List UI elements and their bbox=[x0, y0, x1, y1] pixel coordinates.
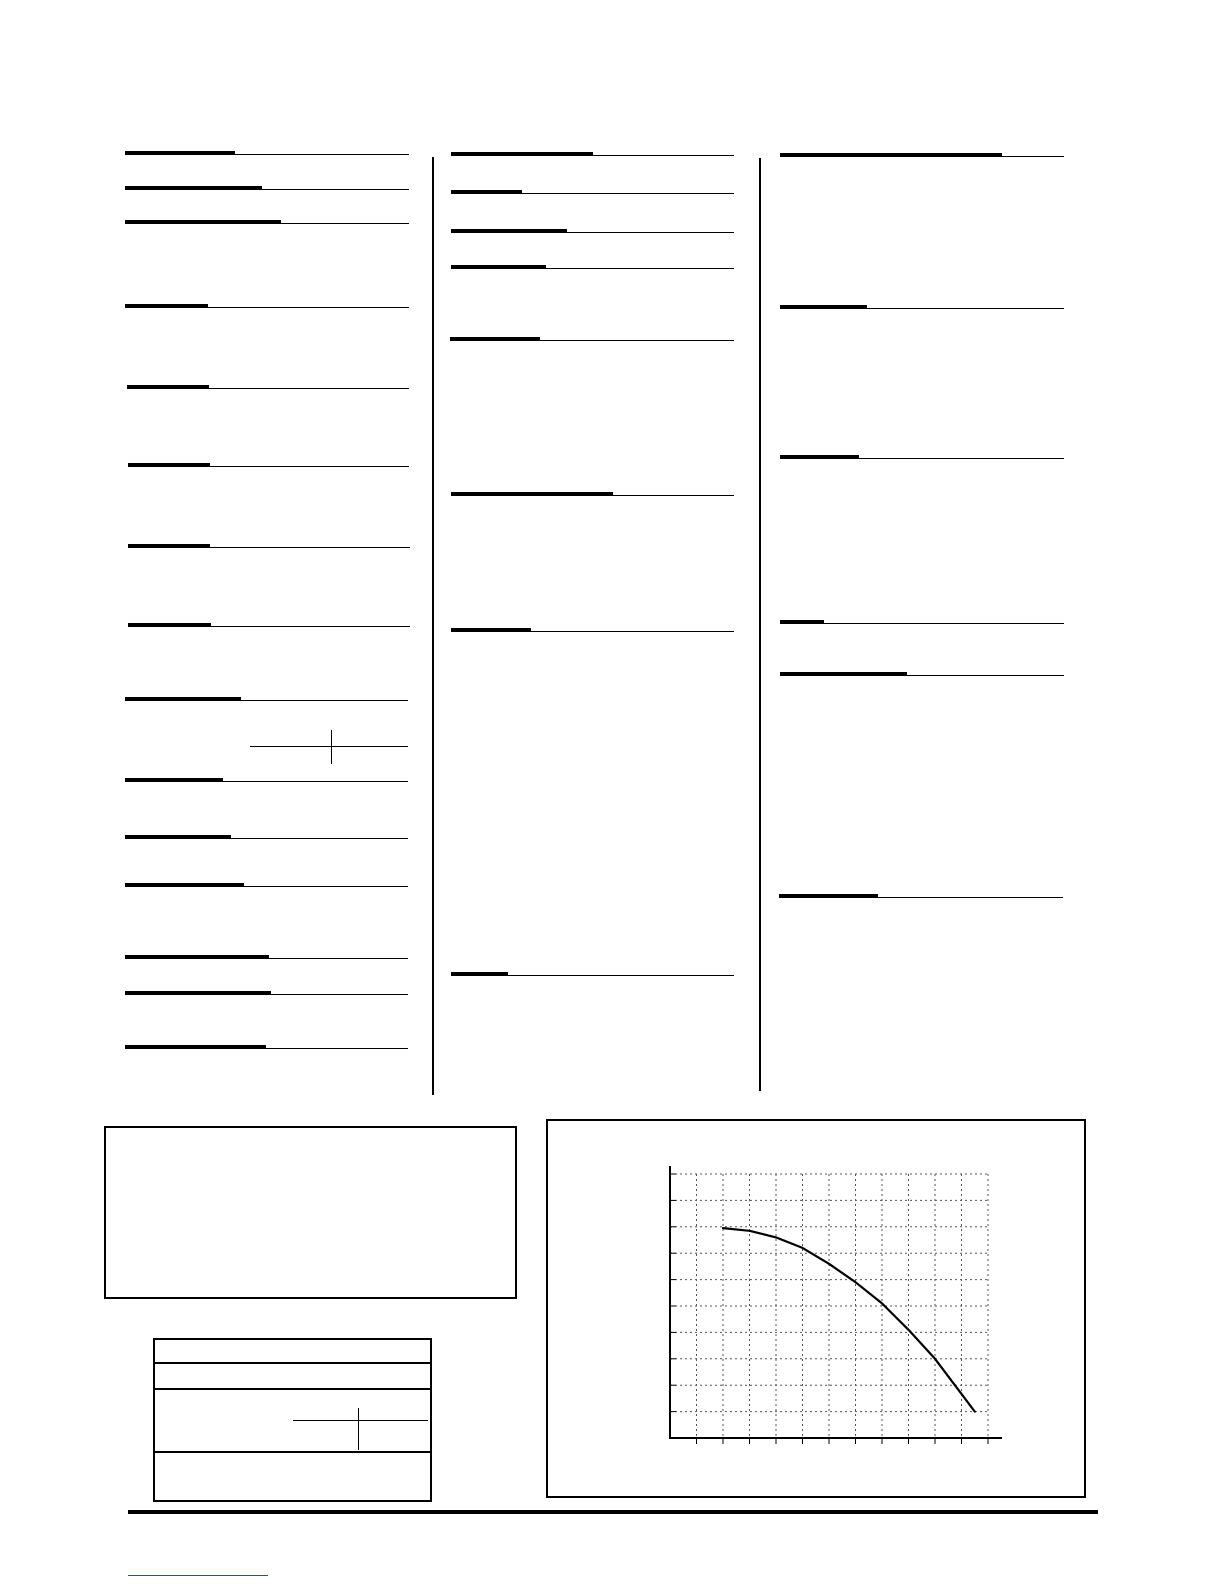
section-rule bbox=[780, 675, 1064, 676]
section-rule bbox=[779, 897, 1063, 898]
section-rule bbox=[451, 193, 734, 194]
section-rule bbox=[451, 495, 734, 496]
signature-tick bbox=[358, 1408, 359, 1450]
spec-table bbox=[153, 1338, 432, 1502]
chart-frame bbox=[546, 1119, 1086, 1498]
section-rule bbox=[451, 155, 734, 156]
section-rule bbox=[125, 154, 409, 155]
column-divider bbox=[432, 157, 434, 1095]
table-row-divider bbox=[155, 1388, 430, 1390]
section-rule bbox=[451, 232, 734, 233]
section-rule bbox=[128, 547, 410, 548]
section-rule bbox=[780, 156, 1064, 157]
signature-tick bbox=[331, 730, 332, 764]
section-rule bbox=[451, 975, 734, 976]
footer-rule bbox=[128, 1510, 1098, 1514]
section-rule bbox=[780, 308, 1064, 309]
section-rule bbox=[780, 458, 1064, 459]
column-divider bbox=[759, 158, 761, 1091]
table-row-divider bbox=[155, 1362, 430, 1364]
section-rule bbox=[125, 1048, 408, 1049]
table-row-divider bbox=[155, 1451, 430, 1453]
section-rule bbox=[451, 268, 734, 269]
note-box bbox=[104, 1126, 517, 1299]
section-rule bbox=[125, 886, 408, 887]
section-rule bbox=[128, 626, 410, 627]
section-rule bbox=[125, 307, 409, 308]
signature-line bbox=[293, 1420, 428, 1421]
signature-line bbox=[250, 746, 408, 747]
section-rule bbox=[125, 838, 408, 839]
section-rule bbox=[125, 223, 409, 224]
performance-chart bbox=[548, 1121, 1084, 1496]
series-line bbox=[723, 1228, 975, 1412]
footer-link[interactable] bbox=[128, 1575, 268, 1576]
section-rule bbox=[125, 189, 409, 190]
section-rule bbox=[125, 994, 408, 995]
section-rule bbox=[125, 781, 408, 782]
section-rule bbox=[125, 700, 408, 701]
section-rule bbox=[780, 623, 1064, 624]
section-rule bbox=[451, 631, 734, 632]
section-rule bbox=[450, 340, 734, 341]
section-rule bbox=[127, 388, 409, 389]
section-rule bbox=[125, 958, 408, 959]
section-rule bbox=[128, 466, 409, 467]
